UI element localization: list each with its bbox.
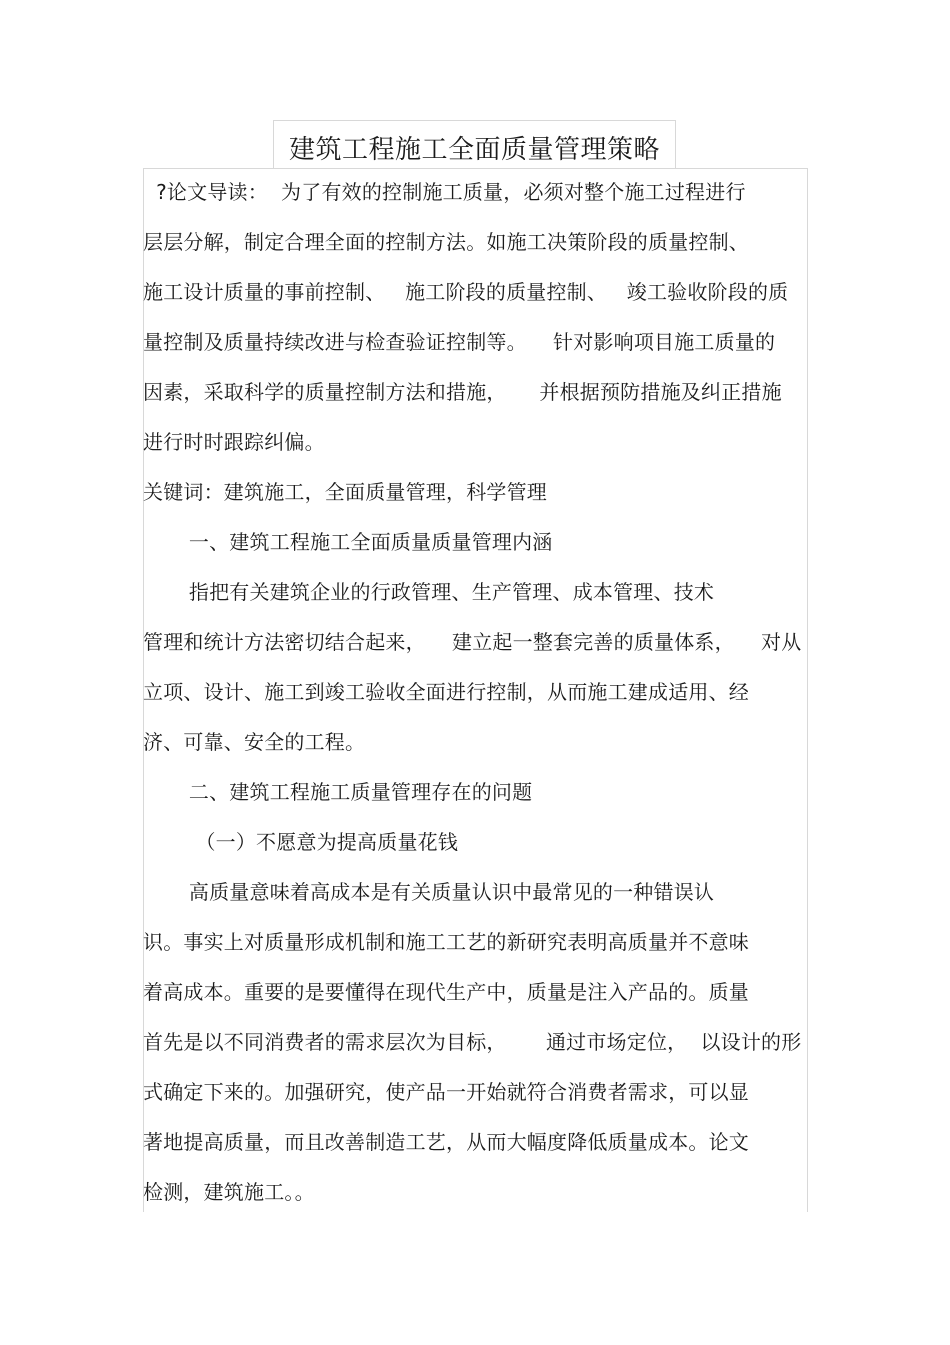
paragraph-line: 济、可靠、安全的工程。 [143,730,366,754]
paragraph-line: 层层分解，制定合理全面的控制方法。如施工决策阶段的质量控制、 [143,230,749,254]
paragraph-line: 进行时时跟踪纠偏。 [143,430,325,454]
section-heading: 二、建筑工程施工质量管理存在的问题 [143,780,533,804]
paragraph-line: 识。事实上对质量形成机制和施工工艺的新研究表明高质量并不意味 [143,930,749,954]
paragraph-line: ?论文导读： 为了有效的控制施工质量，必须对整个施工过程进行 [143,180,746,204]
subsection-heading: （一）不愿意为提高质量花钱 [143,830,459,854]
paragraph-line: 检测，建筑施工。。 [143,1180,315,1204]
title-frame [273,120,676,168]
paragraph-line: 着高成本。重要的是要懂得在现代生产中，质量是注入产品的。质量 [143,980,749,1004]
paragraph-line: 管理和统计方法密切结合起来， 建立起一整套完善的质量体系， 对从 [143,630,802,654]
paragraph-line: 高质量意味着高成本是有关质量认识中最常见的一种错误认 [143,880,715,904]
paragraph-line: 因素，采取科学的质量控制方法和措施， 并根据预防措施及纠正措施 [143,380,782,404]
paragraph-line: 首先是以不同消费者的需求层次为目标， 通过市场定位， 以设计的形 [143,1030,802,1054]
keywords-line: 关键词：建筑施工，全面质量管理，科学管理 [143,480,547,504]
paragraph-line: 施工设计质量的事前控制、 施工阶段的质量控制、 竣工验收阶段的质 [143,280,789,304]
paragraph-line: 立项、设计、施工到竣工验收全面进行控制，从而施工建成适用、经 [143,680,749,704]
paragraph-line: 式确定下来的。加强研究，使产品一开始就符合消费者需求，可以显 [143,1080,749,1104]
document-title: 建筑工程施工全面质量管理策略 [288,135,660,165]
section-heading: 一、建筑工程施工全面质量质量管理内涵 [143,530,553,554]
paragraph-line: 指把有关建筑企业的行政管理、生产管理、成本管理、技术 [143,580,715,604]
paragraph-line: 著地提高质量，而且改善制造工艺，从而大幅度降低质量成本。论文 [143,1130,749,1154]
paragraph-line: 量控制及质量持续改进与检查验证控制等。 针对影响项目施工质量的 [143,330,776,354]
